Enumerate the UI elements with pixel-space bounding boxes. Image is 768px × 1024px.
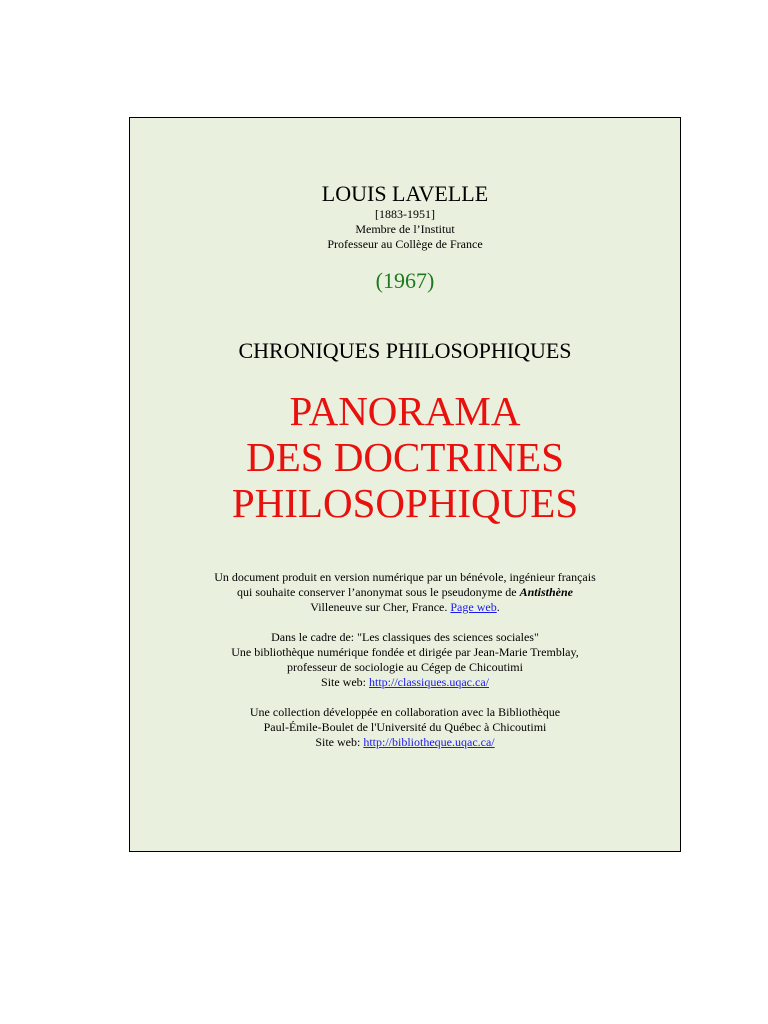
series-title: CHRONIQUES PHILOSOPHIQUES [238,338,572,363]
pseudonym: Antisthène [519,585,573,599]
credits [130,570,680,765]
title-line-2: DES DOCTRINES [246,434,564,480]
book-title [130,388,680,526]
site-label: Site web: [315,735,364,749]
credits-volunteer-line-2-text: qui souhaite conserver l’anonymat sous le pseudonyme de [237,585,520,599]
author-name: LOUIS LAVELLE [321,181,489,206]
author-role-institut: Membre de l’Institut [355,222,455,236]
credits-bibliotheque-line-1: Une collection développée en collaboration avec la Bibliothèque [249,705,561,719]
credits-classiques-site [130,675,680,690]
author-dates: [1883-1951] [375,207,435,221]
credits-volunteer [130,570,680,615]
credits-classiques-line-2: Une bibliothèque numérique fondée et dirigée par Jean-Marie Tremblay, [231,645,579,659]
credits-classiques-line-1: Dans le cadre de: "Les classiques des sciences sociales" [271,630,539,644]
cover-page [129,117,681,852]
publication-year: (1967) [375,268,435,293]
title-line-3: PHILOSOPHIQUES [231,480,579,526]
classiques-site-link[interactable]: http://classiques.uqac.ca/ [369,675,489,689]
author-role-college: Professeur au Collège de France [327,237,483,251]
credits-classiques [130,630,680,690]
credits-period: . [496,600,500,614]
credits-classiques-line-3: professeur de sociologie au Cégep de Chicoutimi [287,660,523,674]
credits-volunteer-line-3 [130,600,680,615]
bibliotheque-site-link[interactable]: http://bibliotheque.uqac.ca/ [363,735,495,749]
credits-bibliotheque-line-2: Paul-Émile-Boulet de l'Université du Québec à Chicoutimi [263,720,547,734]
credits-bibliotheque-site [130,735,680,750]
author-info [130,207,680,252]
site-label: Site web: [321,675,370,689]
credits-volunteer-line-2 [130,585,680,600]
credits-location: Villeneuve sur Cher, France. [310,600,451,614]
credits-bibliotheque [130,705,680,750]
page-web-link[interactable]: Page web [450,600,497,614]
title-line-1: PANORAMA [289,388,521,434]
credits-volunteer-line-1: Un document produit en version numérique par un bénévole, ingénieur français [214,570,596,584]
